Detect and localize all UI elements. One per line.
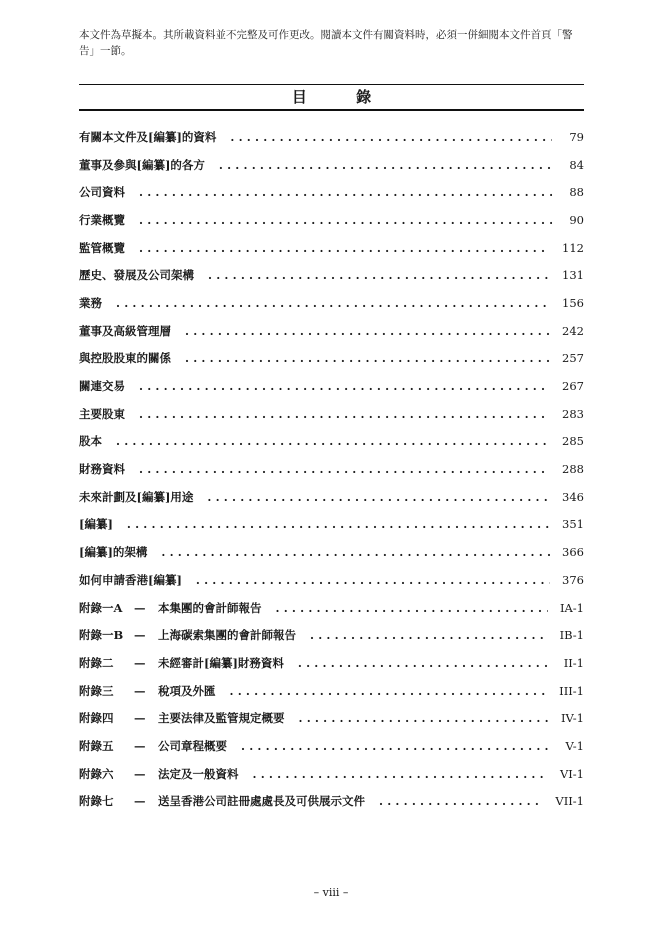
toc-entry-label: 董事及高級管理層 — [79, 323, 171, 338]
toc-entry-page: 156 — [562, 295, 584, 310]
appendix-label: 附錄五 — [79, 738, 114, 753]
toc-appendix-entry[interactable] — [79, 788, 584, 816]
appendix-dash: — — [134, 711, 146, 726]
dot-leader — [276, 601, 548, 615]
toc-entry[interactable] — [79, 206, 584, 234]
dot-leader — [185, 324, 550, 338]
toc-entry-page: 90 — [569, 212, 584, 227]
appendix-page: II-1 — [563, 655, 584, 670]
table-of-contents — [79, 123, 584, 815]
appendix-title: 主要法律及監管規定概要 — [158, 711, 285, 726]
toc-entry-page: 112 — [562, 240, 584, 255]
toc-entry-label: 業務 — [79, 295, 102, 310]
appendix-dash: — — [134, 683, 146, 698]
toc-entry[interactable] — [79, 289, 584, 317]
appendix-dash: — — [134, 600, 146, 615]
toc-entry-label: 行業概覽 — [79, 212, 125, 227]
appendix-page: IV-1 — [561, 711, 584, 726]
toc-entry-label: [編纂] — [79, 517, 113, 532]
title-bottom-rule — [79, 109, 584, 111]
toc-entry-page: 242 — [562, 323, 584, 338]
dot-leader — [253, 767, 548, 781]
appendix-label: 附錄三 — [79, 683, 114, 698]
appendix-title: 本集團的會計師報告 — [158, 600, 262, 615]
dot-leader — [139, 462, 550, 476]
toc-entry[interactable] — [79, 345, 584, 373]
toc-appendix-entry[interactable] — [79, 621, 584, 649]
toc-entry[interactable] — [79, 455, 584, 483]
dot-leader — [139, 407, 550, 421]
toc-entry[interactable] — [79, 511, 584, 539]
toc-entry-page: 376 — [562, 572, 584, 587]
toc-entry-page: 79 — [569, 129, 584, 144]
appendix-dash: — — [134, 738, 146, 753]
page-number-footer: – viii – — [313, 886, 349, 899]
toc-entry[interactable] — [79, 178, 584, 206]
toc-main-entries — [79, 123, 584, 594]
toc-entry[interactable] — [79, 538, 584, 566]
toc-entry[interactable] — [79, 261, 584, 289]
dot-leader — [196, 573, 550, 587]
toc-entry-label: 有關本文件及[編纂]的資料 — [79, 129, 217, 144]
appendix-page: III-1 — [559, 683, 584, 698]
toc-appendix-entry[interactable] — [79, 677, 584, 705]
toc-entry-page: 88 — [569, 185, 584, 200]
toc-entry-page: 267 — [562, 379, 584, 394]
dot-leader — [139, 185, 552, 199]
toc-entry-page: 84 — [569, 157, 584, 172]
appendix-page: IA-1 — [559, 600, 584, 615]
appendix-title: 未經審計[編纂]財務資料 — [158, 655, 284, 670]
toc-entry[interactable] — [79, 234, 584, 262]
appendix-dash: — — [134, 655, 146, 670]
toc-entry-label: 股本 — [79, 434, 102, 449]
toc-entry[interactable] — [79, 400, 584, 428]
appendix-label: 附錄二 — [79, 655, 114, 670]
dot-leader — [139, 213, 552, 227]
draft-disclaimer: 本文件為草擬本。其所載資料並不完整及可作更改。閱讀本文件有關資料時，必須一併細閱本文件首頁「警告」一節。 — [79, 29, 573, 57]
toc-appendix-entry[interactable] — [79, 704, 584, 732]
toc-entry-label: 未來計劃及[編纂]用途 — [79, 489, 194, 504]
toc-appendix-entry[interactable] — [79, 760, 584, 788]
appendix-page: IB-1 — [559, 628, 584, 643]
toc-entry-label: 如何申請香港[編纂] — [79, 572, 182, 587]
toc-entry-page: 285 — [562, 434, 584, 449]
appendix-page: VII-1 — [555, 794, 584, 809]
dot-leader — [310, 628, 548, 642]
toc-appendix-entries — [79, 594, 584, 816]
toc-entry-page: 283 — [562, 406, 584, 421]
appendix-page: V-1 — [565, 738, 584, 753]
appendix-label: 附錄六 — [79, 766, 114, 781]
dot-leader — [208, 268, 550, 282]
toc-entry[interactable] — [79, 566, 584, 594]
dot-leader — [116, 296, 550, 310]
toc-entry-label: 主要股東 — [79, 406, 125, 421]
toc-entry-page: 346 — [562, 489, 584, 504]
toc-entry[interactable] — [79, 372, 584, 400]
appendix-label: 附錄一B — [79, 628, 124, 643]
appendix-title: 法定及一般資料 — [158, 766, 239, 781]
toc-entry-page: 288 — [562, 462, 584, 477]
dot-leader — [299, 711, 550, 725]
toc-entry[interactable] — [79, 428, 584, 456]
toc-appendix-entry[interactable] — [79, 594, 584, 622]
dot-leader — [241, 739, 552, 753]
toc-entry-label: [編纂]的架構 — [79, 545, 148, 560]
dot-leader — [139, 241, 550, 255]
dot-leader — [185, 351, 550, 365]
toc-header — [79, 84, 584, 111]
toc-entry-label: 關連交易 — [79, 379, 125, 394]
appendix-dash: — — [134, 794, 146, 809]
dot-leader — [207, 490, 550, 504]
appendix-dash: — — [134, 628, 146, 643]
toc-entry-page: 257 — [562, 351, 584, 366]
appendix-dash: — — [134, 766, 146, 781]
toc-entry[interactable] — [79, 151, 584, 179]
dot-leader — [230, 130, 552, 144]
toc-entry-label: 監管概覽 — [79, 240, 125, 255]
dot-leader — [161, 545, 550, 559]
toc-entry-label: 與控股股東的關係 — [79, 351, 171, 366]
toc-entry[interactable] — [79, 483, 584, 511]
appendix-label: 附錄一A — [79, 600, 123, 615]
page-title: 目 錄 — [291, 88, 394, 106]
dot-leader — [298, 656, 552, 670]
toc-entry-label: 歷史、發展及公司架構 — [79, 268, 194, 283]
dot-leader — [116, 434, 550, 448]
dot-leader — [219, 158, 552, 172]
dot-leader — [230, 684, 548, 698]
toc-entry-label: 公司資料 — [79, 185, 125, 200]
appendix-label: 附錄四 — [79, 711, 114, 726]
toc-entry[interactable] — [79, 317, 584, 345]
toc-appendix-entry[interactable] — [79, 732, 584, 760]
toc-entry-page: 366 — [562, 545, 584, 560]
dot-leader — [139, 379, 550, 393]
toc-entry-label: 董事及參與[編纂]的各方 — [79, 157, 205, 172]
toc-entry-page: 351 — [562, 517, 584, 532]
appendix-title: 送呈香港公司註冊處處長及可供展示文件 — [158, 794, 365, 809]
toc-entry[interactable] — [79, 123, 584, 151]
appendix-title: 稅項及外匯 — [158, 683, 216, 698]
appendix-page: VI-1 — [559, 766, 584, 781]
dot-leader — [379, 794, 543, 808]
appendix-title: 公司章程概要 — [158, 738, 227, 753]
dot-leader — [127, 517, 550, 531]
appendix-label: 附錄七 — [79, 794, 114, 809]
toc-entry-label: 財務資料 — [79, 462, 125, 477]
toc-appendix-entry[interactable] — [79, 649, 584, 677]
appendix-title: 上海碳索集團的會計師報告 — [158, 628, 296, 643]
toc-entry-page: 131 — [562, 268, 584, 283]
